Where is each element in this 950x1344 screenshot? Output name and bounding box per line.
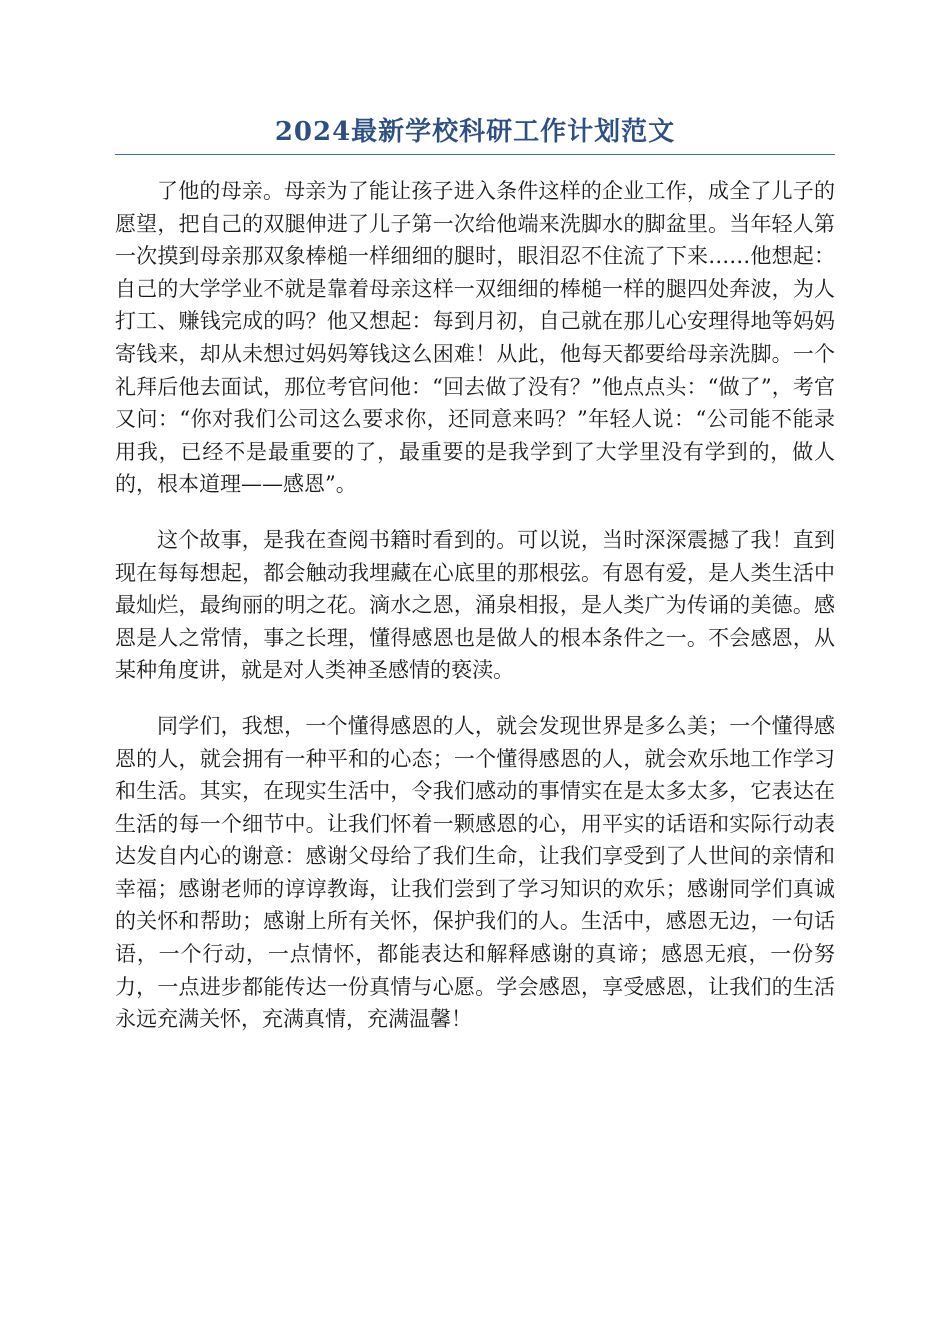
paragraph-2: 这个故事，是我在查阅书籍时看到的。可以说，当时深深震撼了我！直到现在每每想起，都会触动我埋藏在心底里的那根弦。有恩有爱，是人类生活中最灿烂，最绚丽的明之花。滴水之恩，涌泉相报，是人类广为传诵的美德。感恩是人之常情，事之长理，懂得感恩也是做人的根本条件之一。不会感恩，从某种角度讲，就是对人类神圣感情的亵渎。 (115, 527, 835, 683)
document-title: 2024最新学校科研工作计划范文 (115, 112, 835, 155)
paragraph-3: 同学们，我想，一个懂得感恩的人，就会发现世界是多么美；一个懂得感恩的人，就会拥有一种平和的心态；一个懂得感恩的人，就会欢乐地工作学习和生活。其实，在现实生活中，令我们感动的事情实在是太多太多，它表达在生活的每一个细节中。让我们怀着一颗感恩的心，用平实的话语和实际行动表达发自内心的谢意：感谢父母给了我们生命，让我们享受到了人世间的亲情和幸福；感谢老师的谆谆教诲，让我们尝到了学习知识的欢乐；感谢同学们真诚的关怀和帮助；感谢上所有关怀，保护我们的人。生活中，感恩无边，一句话语，一个行动，一点情怀，都能表达和解释感谢的真谛；感恩无痕，一份努力，一点进步都能传达一份真情与心愿。学会感恩，享受感恩，让我们的生活永远充满关怀，充满真情，充满温馨！ (115, 713, 835, 1032)
document-page (115, 112, 835, 1059)
paragraph-1: 了他的母亲。母亲为了能让孩子进入条件这样的企业工作，成全了儿子的愿望，把自己的双腿伸进了儿子第一次给他端来洗脚水的脚盆里。当年轻人第一次摸到母亲那双象棒槌一样细细的腿时，眼泪忍不住流了下来……他想起：自己的大学学业不就是靠着母亲这样一双细细的棒槌一样的腿四处奔波，为人打工、赚钱完成的吗？他又想起：每到月初，自己就在那儿心安理得地等妈妈寄钱来，却从未想过妈妈筹钱这么困难！从此，他每天都要给母亲洗脚。一个礼拜后他去面试，那位考官问他：“回去做了没有？”他点点头：“做了”，考官又问：“你对我们公司这么要求你，还同意来吗？”年轻人说：“公司能不能录用我，已经不是最重要的了，最重要的是我学到了大学里没有学到的，做人的，根本道理——感恩”。 (115, 179, 835, 497)
document-body (115, 175, 835, 1036)
